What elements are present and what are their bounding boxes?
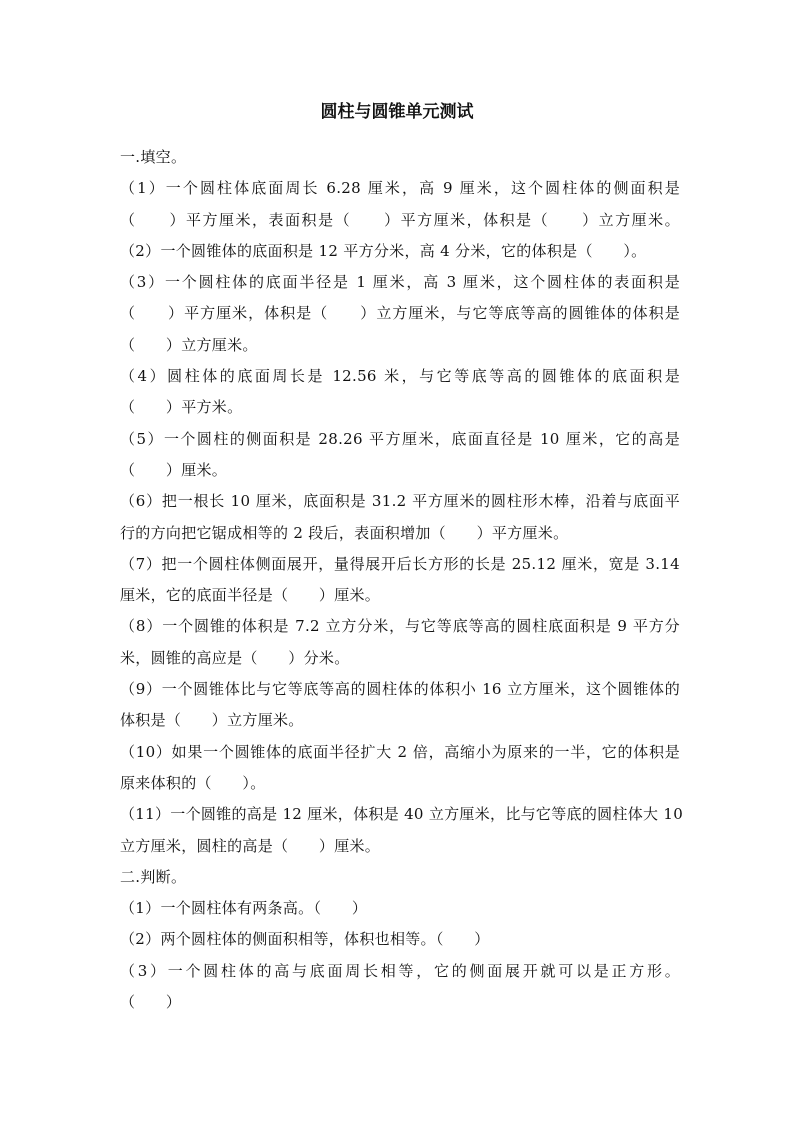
question-line: （ ）: [120, 993, 182, 1012]
question-line: （ ）平方厘米，体积是（ ）立方厘米，与它等底等高的圆锥体的体积是: [120, 304, 680, 323]
question-line: （ ）厘米。: [120, 460, 228, 479]
question-line: （3）一个圆柱体的底面半径是 1 厘米，高 3 厘米，这个圆柱体的表面积是: [120, 273, 680, 292]
question-line: 米，圆锥的高应是（ ）分米。: [120, 648, 350, 667]
question-line: （5）一个圆柱的侧面积是 28.26 平方厘米，底面直径是 10 厘米，它的高是: [120, 429, 680, 448]
document-body: [120, 142, 684, 1018]
question-line: （ ）立方厘米。: [120, 335, 258, 354]
section-heading-fill-in: 一.填空。: [120, 148, 187, 166]
question-line: （10）如果一个圆锥体的底面半径扩大 2 倍，高缩小为原来的一半，它的体积是: [120, 742, 680, 761]
question-line: （ ）平方厘米，表面积是（ ）平方厘米，体积是（ ）立方厘米。: [120, 210, 680, 229]
question-line: 厘米，它的底面半径是（ ）厘米。: [120, 586, 381, 605]
question-line: （1）一个圆柱体底面周长 6.28 厘米，高 9 厘米，这个圆柱体的侧面积是: [120, 179, 680, 198]
question-line: 体积是（ ）立方厘米。: [120, 711, 304, 730]
question-line: （9）一个圆锥体比与它等底等高的圆柱体的体积小 16 立方厘米，这个圆锥体的: [120, 680, 680, 699]
question-line: （4）圆柱体的底面周长是 12.56 米，与它等底等高的圆锥体的底面积是: [120, 367, 680, 386]
section-heading-true-false: 二.判断。: [120, 867, 187, 886]
page-title: 圆柱与圆锥单元测试: [320, 102, 474, 122]
question-line: （3）一个圆柱体的高与底面周长相等，它的侧面展开就可以是正方形。: [120, 961, 680, 980]
question-line: （2）两个圆柱体的侧面积相等，体积也相等。（ ）: [120, 930, 490, 949]
question-line: 行的方向把它锯成相等的 2 段后，表面积增加（ ）平方厘米。: [120, 523, 569, 542]
question-line: 原来体积的（ ）。: [120, 773, 266, 792]
question-line: （8）一个圆锥的体积是 7.2 立方分米，与它等底等高的圆柱底面积是 9 平方分: [120, 617, 680, 636]
question-line: （11）一个圆锥的高是 12 厘米，体积是 40 立方厘米，比与它等底的圆柱体大 10: [120, 805, 684, 824]
question-line: 立方厘米，圆柱的高是（ ）厘米。: [120, 836, 381, 855]
question-line: （6）把一根长 10 厘米，底面积是 31.2 平方厘米的圆柱形木棒，沿着与底面平: [120, 492, 680, 511]
question-line: （ ）平方米。: [120, 398, 243, 417]
question-line: （7）把一个圆柱体侧面展开，量得展开后长方形的长是 25.12 厘米，宽是 3.14: [120, 554, 680, 573]
question-line: （2）一个圆锥体的底面积是 12 平方分米，高 4 分米，它的体积是（ ）。: [120, 241, 647, 260]
question-line: （1）一个圆柱体有两条高。（ ）: [120, 899, 368, 918]
